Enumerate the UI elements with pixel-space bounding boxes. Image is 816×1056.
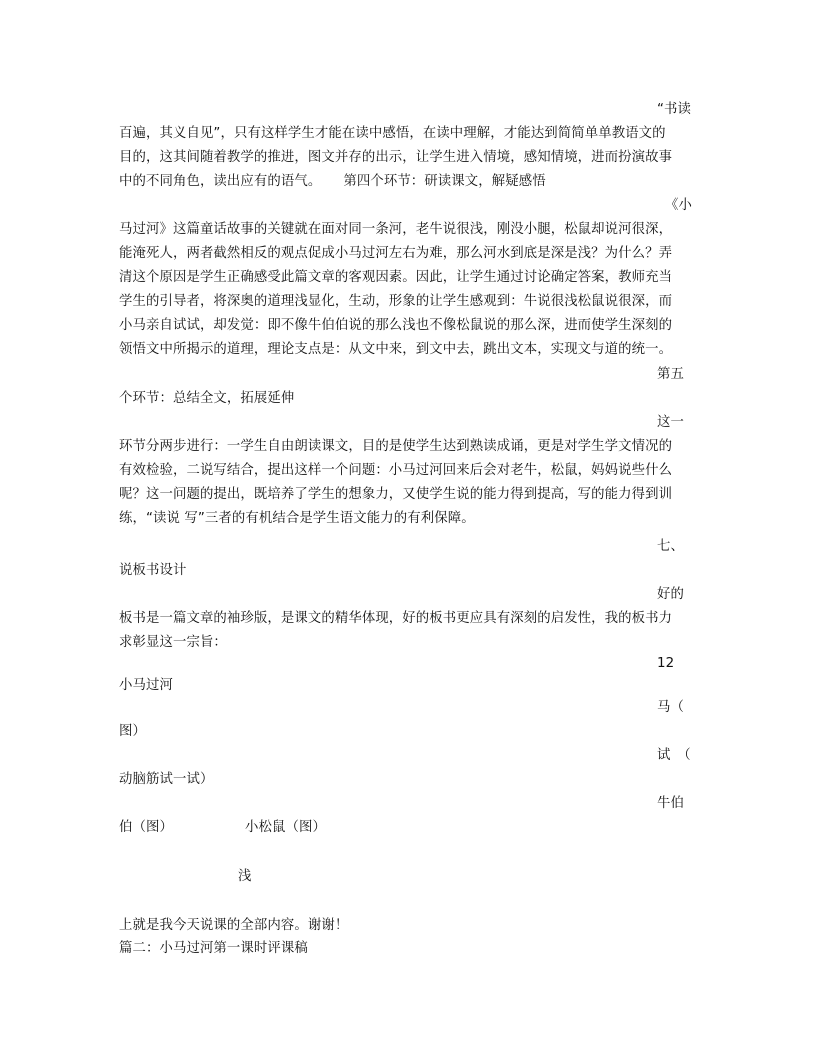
text-segment: 中的不同角色，读出应有的语气。	[119, 174, 322, 189]
text-line: “书读	[657, 102, 692, 117]
section-heading: 说板书设计	[119, 563, 187, 578]
text-line: 板书是一篇文章的袖珍版，是课文的精华体现，好的板书更应具有深刻的启发性，我的板书力	[119, 611, 673, 626]
text-line: 环节分两步进行：一学生自由朗读课文，目的是使学生达到熟读成诵，更是对学生学文情况的	[119, 439, 673, 454]
text-line: 浅	[238, 869, 252, 884]
text-line: 这一	[657, 415, 684, 430]
text-line	[119, 173, 546, 190]
text-line: 马过河》这篇童话故事的关键就在面对同一条河，老牛说很浅，刚没小腿，松鼠却说河很深，	[119, 222, 673, 237]
text-line: 《小	[665, 198, 692, 213]
text-line: 练，“读说 写”三者的有机结合是学生语文能力的有利保障。	[119, 511, 475, 526]
text-line: 上就是我今天说课的全部内容。谢谢！	[119, 918, 349, 933]
text-line: 求彰显这一宗旨：	[119, 635, 227, 650]
text-line: 目的，这其间随着教学的推进，图文并存的出示，让学生进入情境，感知情境，进而扮演故事	[119, 150, 673, 165]
text-line: 能淹死人，两者截然相反的观点促成小马过河左右为难，那么河水到底是深是浅？为什么？弄	[119, 246, 673, 261]
text-line: 清这个原因是学生正确感受此篇文章的客观因素。因此，让学生通过讨论确定答案，教师充当	[119, 270, 673, 285]
text-line: 小马过河	[119, 678, 173, 693]
text-line: 好的	[657, 587, 684, 602]
text-line: 试 （	[657, 748, 691, 763]
text-line: 小马亲自试试，却发觉：即不像牛伯伯说的那么浅也不像松鼠说的那么深，进而使学生深刻的	[119, 318, 673, 333]
text-line: 有效检验，二说写结合，提出这样一个问题：小马过河回来后会对老牛，松鼠，妈妈说些什么	[119, 463, 673, 478]
section-heading: 个环节：总结全文，拓展延伸	[119, 391, 295, 406]
text-line: 12	[657, 656, 675, 671]
section-heading: 第四个环节：研读课文，解疑感悟	[343, 174, 546, 189]
text-line: 图）	[119, 724, 146, 739]
text-line: 第五	[657, 367, 684, 382]
text-line: 百遍，其义自见”，只有这样学生才能在读中感悟，在读中理解，才能达到简简单单教语文的	[119, 126, 666, 141]
text-line: 伯（图）	[119, 820, 173, 835]
text-line: 小松鼠（图）	[245, 820, 326, 835]
text-line: 领悟文中所揭示的道理，理论支点是：从文中来，到文中去，跳出文本，实现文与道的统一。	[119, 342, 673, 357]
text-line: 学生的引导者，将深奥的道理浅显化，生动，形象的让学生感观到：牛说很浅松鼠说很深，而	[119, 294, 673, 309]
text-line: 七、	[657, 539, 684, 554]
text-line: 呢？这一问题的提出，既培养了学生的想象力，又使学生说的能力得到提高，写的能力得到训	[119, 487, 673, 502]
section-heading: 篇二：小马过河第一课时评课稿	[119, 941, 308, 956]
text-line: 牛伯	[657, 796, 684, 811]
text-line: 马（	[657, 700, 684, 715]
text-line: 动脑筋试一试）	[119, 772, 214, 787]
